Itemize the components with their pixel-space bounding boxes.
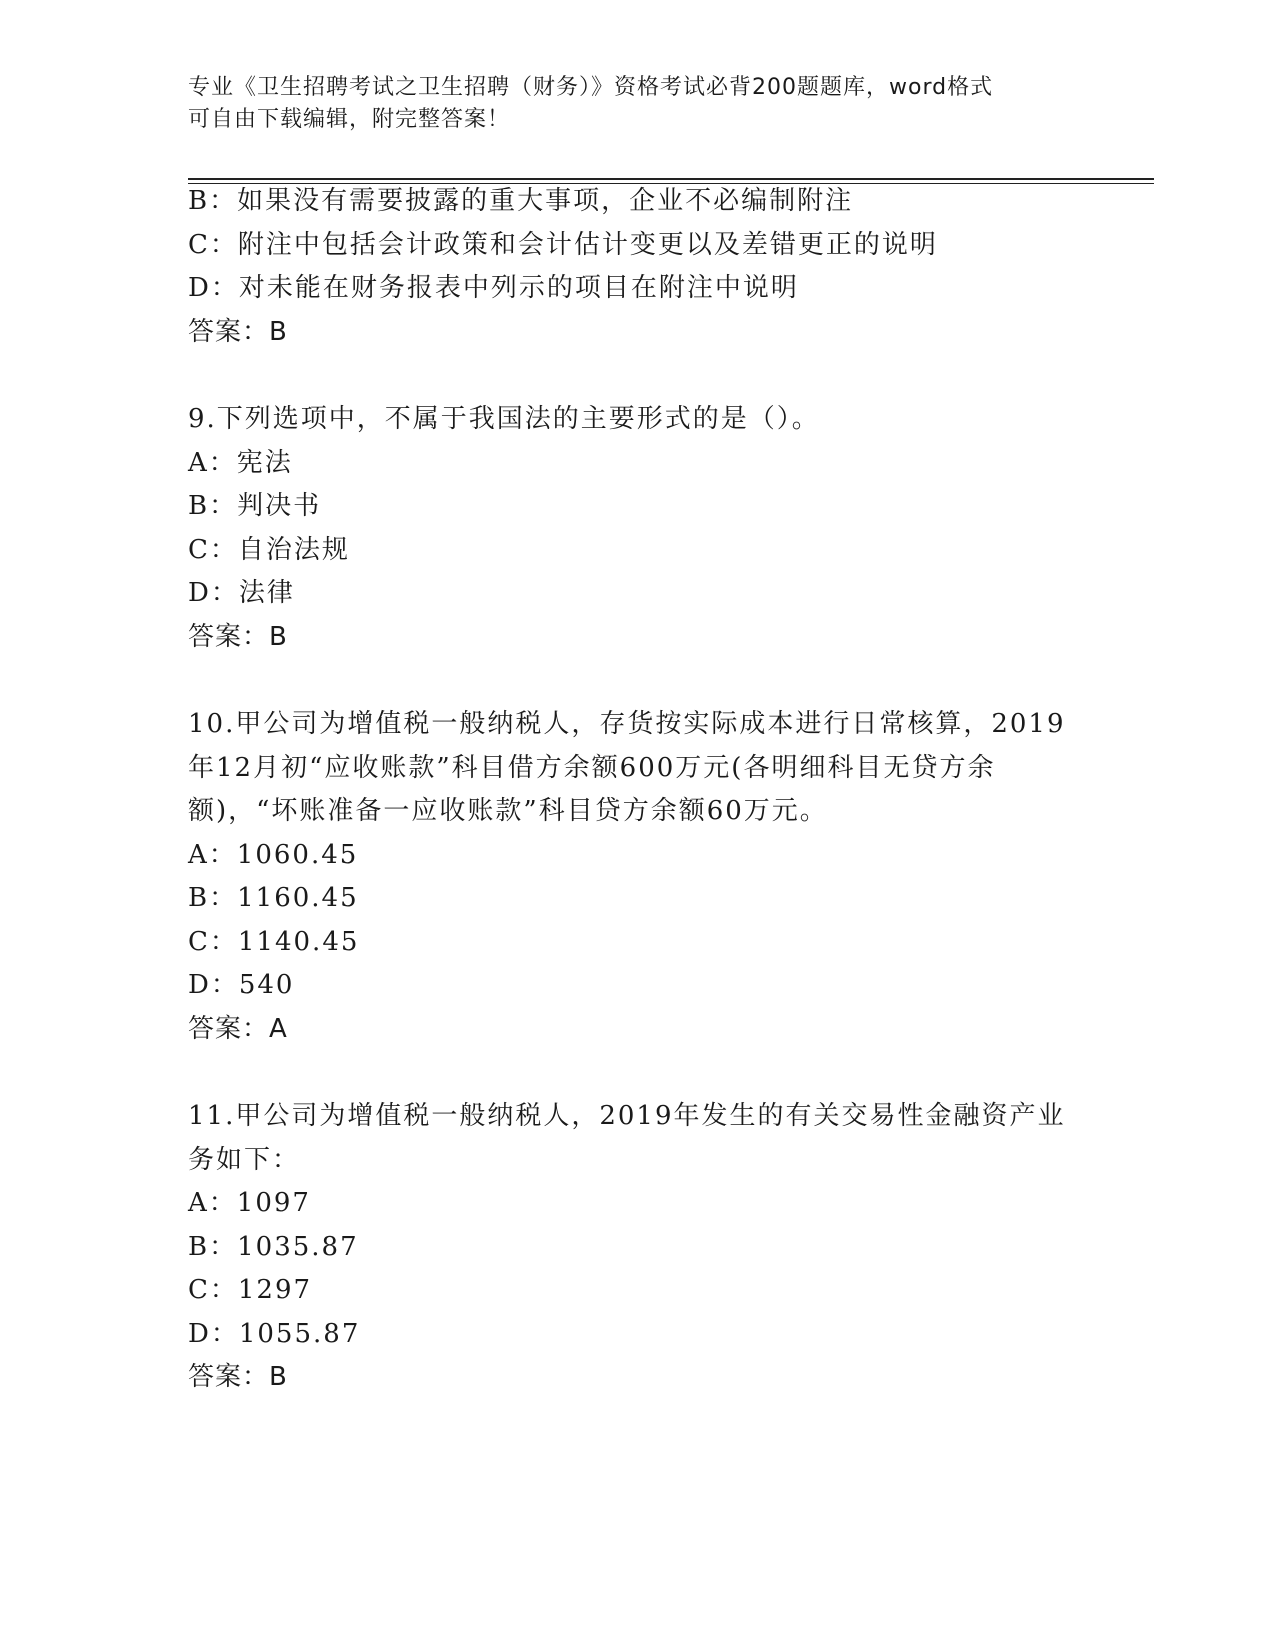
q10-option-a: A：1060.45 <box>188 840 359 870</box>
q10-option-c: C：1140.45 <box>188 927 360 957</box>
header-divider-thick <box>188 178 1154 180</box>
q8-answer: 答案：B <box>188 317 288 347</box>
q10-stem-line-1: 10.甲公司为增值税一般纳税人，存货按实际成本进行日常核算，2019 <box>188 709 1066 739</box>
q8-option-b: B：如果没有需要披露的重大事项，企业不必编制附注 <box>188 186 854 216</box>
q10-option-b: B：1160.45 <box>188 883 359 913</box>
q11-answer: 答案：B <box>188 1362 288 1392</box>
q11-stem-line-2: 务如下： <box>188 1145 301 1175</box>
document-header <box>188 72 1088 136</box>
q9-stem: 9.下列选项中，不属于我国法的主要形式的是（）。 <box>188 404 820 434</box>
q10-stem-line-2: 年12月初“应收账款”科目借方余额600万元(各明细科目无贷方余 <box>188 753 996 783</box>
q9-option-a: A：宪法 <box>188 448 293 478</box>
q11-option-d: D：1055.87 <box>188 1319 361 1349</box>
q11-option-c: C：1297 <box>188 1275 313 1305</box>
q9-option-d: D：法律 <box>188 578 295 608</box>
q10-stem-line-3: 额)，“坏账准备一应收账款”科目贷方余额60万元。 <box>188 796 828 826</box>
q10-answer: 答案：A <box>188 1014 288 1044</box>
q8-option-d: D：对未能在财务报表中列示的项目在附注中说明 <box>188 273 799 303</box>
q8-option-c: C：附注中包括会计政策和会计估计变更以及差错更正的说明 <box>188 230 938 260</box>
header-title-line-1: 专业《卫生招聘考试之卫生招聘（财务）》资格考试必背200题题库，word格式 <box>188 75 994 100</box>
q10-option-d: D：540 <box>188 970 295 1000</box>
q11-option-b: B：1035.87 <box>188 1232 359 1262</box>
q11-option-a: A：1097 <box>188 1188 311 1218</box>
q9-answer: 答案：B <box>188 622 288 652</box>
header-title-line-2: 可自由下载编辑，附完整答案！ <box>188 107 511 132</box>
q9-option-b: B：判决书 <box>188 491 322 521</box>
q9-option-c: C：自治法规 <box>188 535 350 565</box>
q11-stem-line-1: 11.甲公司为增值税一般纳税人，2019年发生的有关交易性金融资产业 <box>188 1101 1066 1131</box>
